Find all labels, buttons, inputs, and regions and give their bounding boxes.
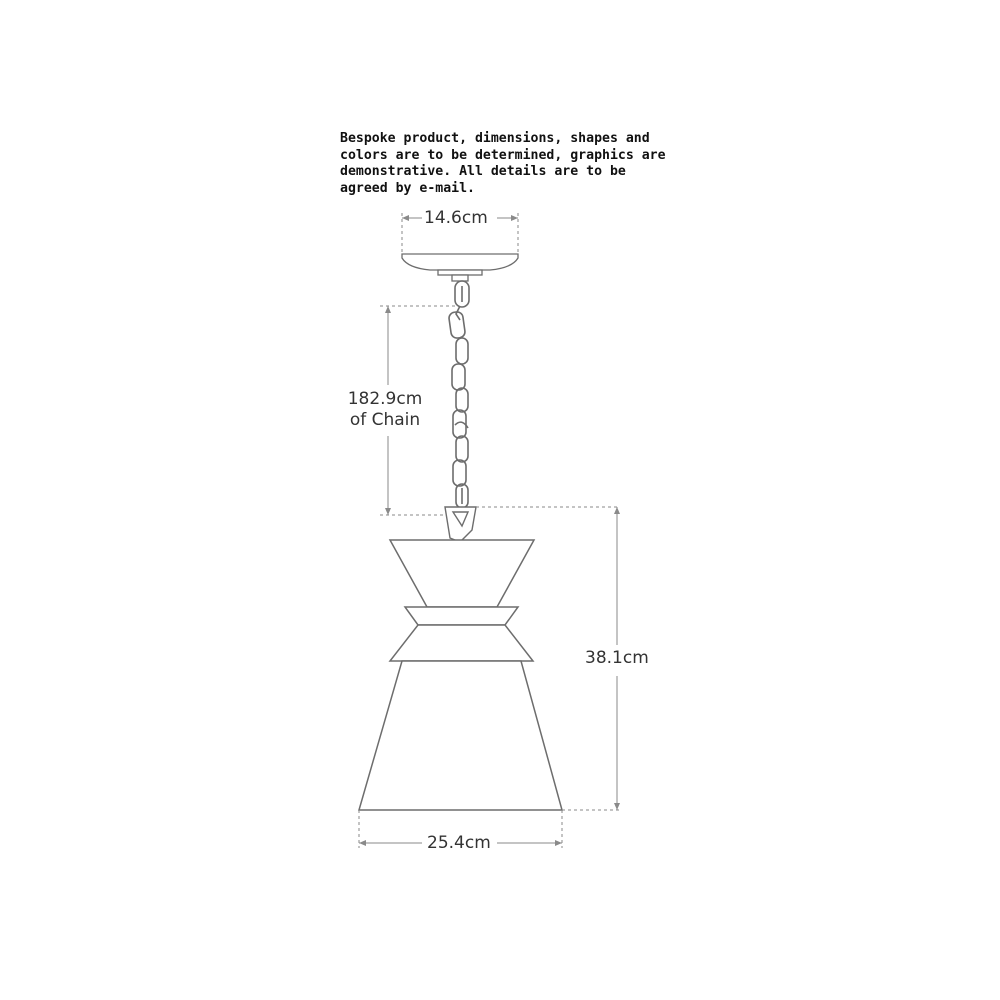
- chain: [448, 281, 469, 508]
- canopy-width-label: 14.6cm: [424, 208, 488, 228]
- shade-width-label: 25.4cm: [427, 833, 491, 853]
- overall-height-label: 38.1cm: [585, 648, 649, 668]
- chain-length-caption: of Chain: [349, 410, 421, 430]
- hanger-cap: [445, 507, 476, 542]
- chain-length-label: [330, 389, 440, 431]
- chain-length-value: 182.9cm: [347, 389, 423, 409]
- canopy: [402, 254, 518, 281]
- upper-shade: [390, 540, 534, 607]
- lower-shade: [359, 661, 562, 810]
- middle-band-top: [405, 607, 518, 625]
- disclaimer-note: Bespoke product, dimensions, shapes and colors are to be determined, graphics are demonstrative. All details are to be agreed by e-mail.: [340, 131, 666, 196]
- middle-band-bottom: [390, 625, 533, 661]
